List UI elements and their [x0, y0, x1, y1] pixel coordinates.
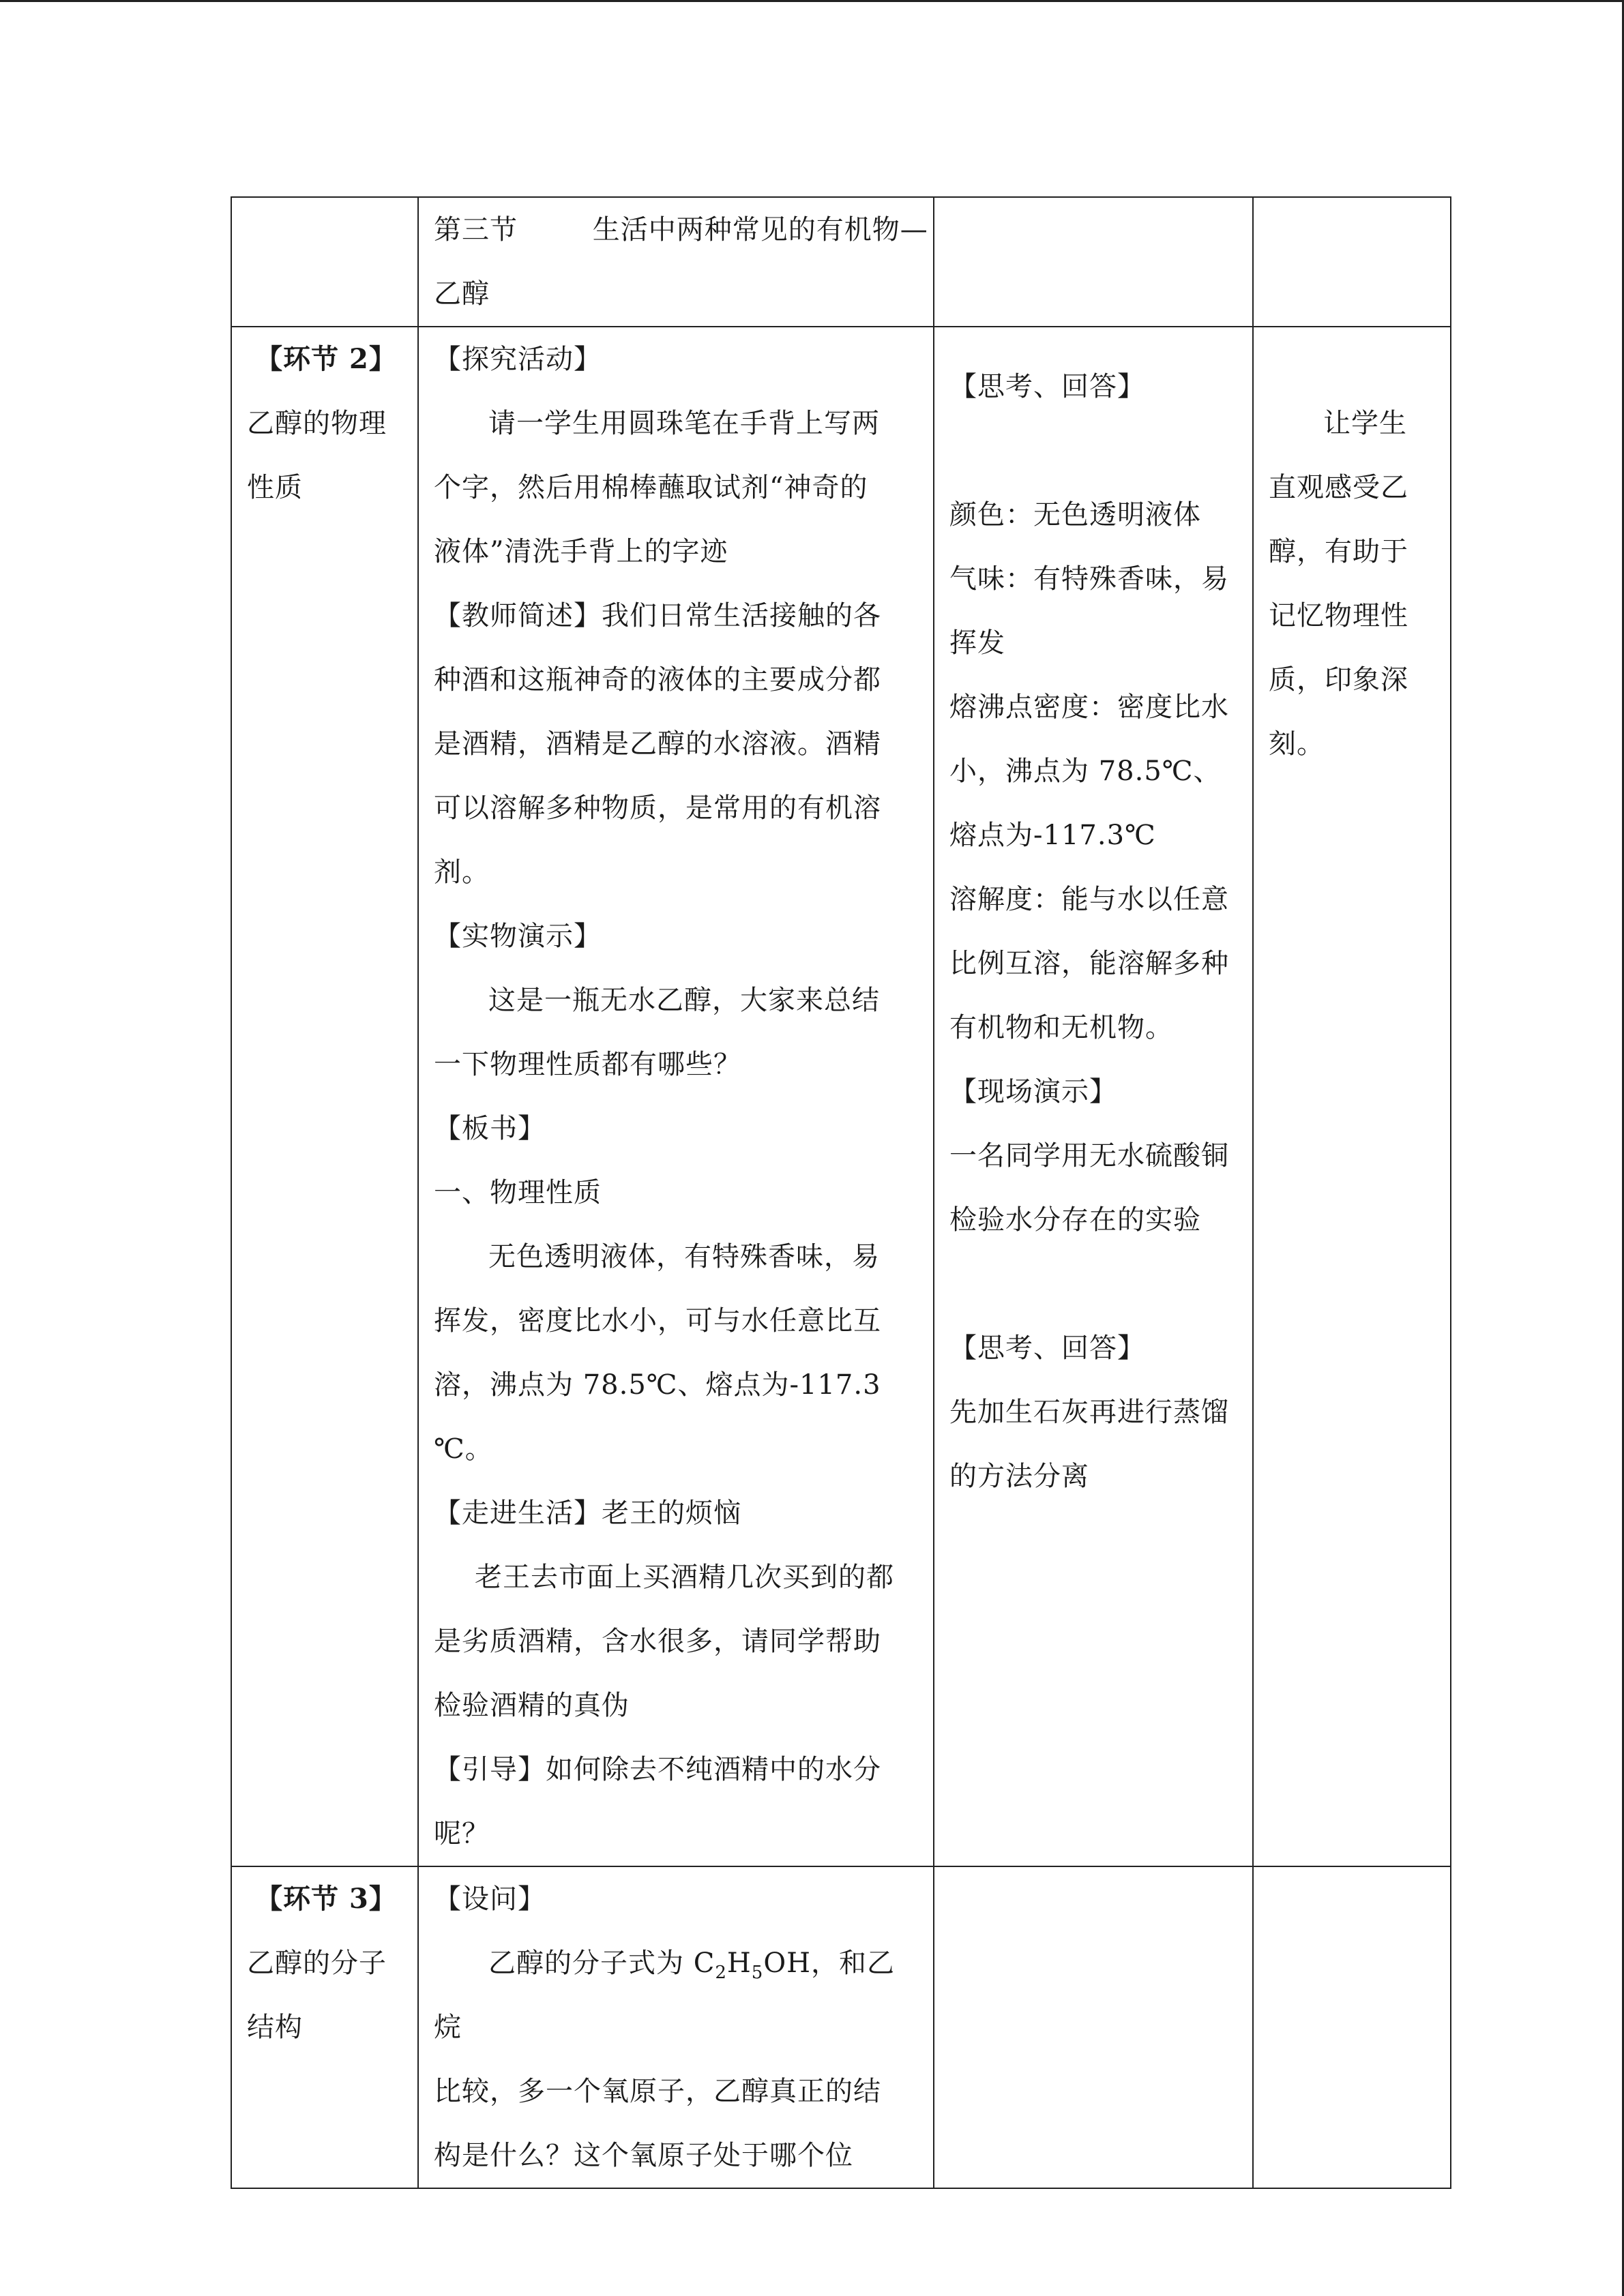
intent-line: 质，印象深	[1269, 664, 1408, 696]
segment3-intent-cell	[1253, 1866, 1451, 2188]
teacher-line: 是劣质酒精，含水很多，请同学帮助	[434, 1626, 881, 1657]
segment3-teacher-heading: 【设问】	[434, 1883, 546, 1915]
lesson-plan-table	[231, 196, 1451, 2189]
segment3-teacher-line: 构是什么？这个氧原子处于哪个位	[434, 2140, 853, 2171]
segment2-row	[231, 327, 1451, 1866]
teacher-line: 种酒和这瓶神奇的液体的主要成分都	[434, 664, 881, 696]
teacher-line: 【走进生活】老王的烦恼	[434, 1497, 741, 1529]
teacher-line: 老王去市面上买酒精几次买到的都	[475, 1562, 894, 1593]
segment2-topic-line1: 乙醇的物理	[247, 408, 387, 439]
teacher-line: 是酒精，酒精是乙醇的水溶液。酒精	[434, 728, 881, 760]
teacher-line: 【探究活动】	[434, 344, 602, 375]
header-cell-empty-3	[934, 197, 1253, 327]
student-line: 熔点为-117.3℃	[949, 820, 1156, 851]
teacher-line: 液体”清洗手背上的字迹	[434, 536, 728, 567]
intent-line: 记忆物理性	[1269, 600, 1408, 631]
teacher-line: 【板书】	[434, 1113, 546, 1144]
teacher-line: 呢？	[434, 1818, 490, 1849]
segment3-teacher-line: 比较，多一个氧原子，乙醇真正的结	[434, 2076, 881, 2107]
student-line: 检验水分存在的实验	[949, 1204, 1201, 1236]
formula-hydrogen: H	[726, 1948, 752, 1979]
teacher-line: 无色透明液体，有特殊香味，易	[488, 1241, 880, 1272]
lesson-title-line2: 乙醇	[434, 278, 490, 310]
teacher-line: 请一学生用圆珠笔在手背上写两	[488, 408, 880, 439]
formula-prefix: 乙醇的分子式为 C	[488, 1948, 715, 1979]
teacher-line: 一、物理性质	[434, 1177, 602, 1208]
teacher-line: 【实物演示】	[434, 921, 602, 952]
page-top-border	[0, 0, 1624, 2]
student-line: 【思考、回答】	[949, 371, 1145, 402]
teacher-line: 一下物理性质都有哪些？	[434, 1049, 741, 1080]
header-cell-empty-4	[1253, 197, 1451, 327]
student-line: 气味：有特殊香味，易	[949, 563, 1229, 595]
teacher-line: 这是一瓶无水乙醇，大家来总结	[488, 985, 880, 1016]
lesson-title-cell	[418, 197, 934, 327]
student-line: 熔沸点密度：密度比水	[949, 691, 1229, 723]
formula-sub-hydrogen: 5	[751, 1963, 764, 1983]
segment3-formula-line	[434, 1931, 921, 2059]
intent-line: 醇，有助于	[1269, 536, 1408, 567]
teacher-line: 检验酒精的真伪	[434, 1690, 630, 1721]
teacher-line: ℃。	[434, 1433, 493, 1465]
segment2-student-cell	[934, 327, 1253, 1866]
teacher-line: 个字，然后用棉棒蘸取试剂“神奇的	[434, 472, 868, 503]
header-row	[231, 197, 1451, 327]
formula-sub-carbon: 2	[715, 1963, 727, 1983]
student-line: 颜色：无色透明液体	[949, 499, 1201, 531]
segment3-row	[231, 1866, 1451, 2188]
segment3-student-cell	[934, 1866, 1253, 2188]
segment3-teacher-cell	[418, 1866, 934, 2188]
student-line: 比例互溶，能溶解多种	[949, 948, 1229, 979]
segment3-topic-line2: 结构	[247, 2012, 303, 2043]
segment2-teacher-cell	[418, 327, 934, 1866]
student-line: 挥发	[949, 627, 1005, 659]
teacher-line: 剂。	[434, 856, 490, 888]
student-line: 一名同学用无水硫酸铜	[949, 1140, 1229, 1172]
formula-suffix: OH，和乙烷	[434, 1948, 895, 2043]
student-line: 的方法分离	[949, 1461, 1089, 1492]
teacher-line: 【引导】如何除去不纯酒精中的水分	[434, 1754, 881, 1785]
segment2-intent-cell	[1253, 327, 1451, 1866]
teacher-line: 【教师简述】我们日常生活接触的各	[434, 600, 881, 631]
student-line: 【思考、回答】	[949, 1332, 1145, 1364]
student-line: 先加生石灰再进行蒸馏	[949, 1397, 1229, 1428]
segment2-label-cell	[231, 327, 418, 1866]
lesson-title-line1: 第三节 生活中两种常见的有机物—	[434, 214, 928, 245]
segment3-label-cell	[231, 1866, 418, 2188]
student-line: 小，沸点为 78.5℃、	[949, 756, 1222, 787]
student-line: 溶解度：能与水以任意	[949, 884, 1229, 915]
segment2-topic-line2: 性质	[247, 472, 303, 503]
student-line: 有机物和无机物。	[949, 1012, 1173, 1043]
intent-line: 让学生	[1323, 408, 1407, 439]
intent-line: 直观感受乙	[1269, 472, 1408, 503]
segment3-label: 【环节 3】	[255, 1883, 397, 1915]
segment2-label: 【环节 2】	[255, 343, 397, 375]
header-cell-empty-1	[231, 197, 418, 327]
teacher-line: 可以溶解多种物质，是常用的有机溶	[434, 792, 881, 824]
segment3-topic-line1: 乙醇的分子	[247, 1948, 387, 1979]
teacher-line: 溶，沸点为 78.5℃、熔点为-117.3	[434, 1369, 881, 1401]
teacher-line: 挥发，密度比水小，可与水任意比互	[434, 1305, 881, 1337]
student-line: 【现场演示】	[949, 1076, 1117, 1107]
intent-line: 刻。	[1269, 728, 1325, 760]
